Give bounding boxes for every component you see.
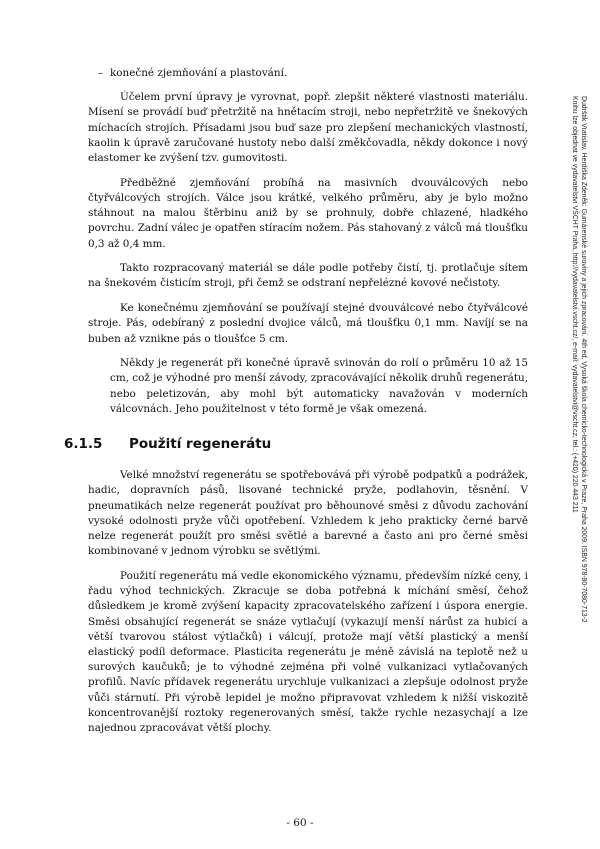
paragraph: Takto rozpracovaný materiál se dále podle potřeby čistí, tj. protlačuje sítem na šnekovém čisticím stroji, při čemž se odstraní nepřelézné kovové nečistoty. <box>88 262 528 290</box>
paragraph-indented-text: Někdy je regenerát při konečné úpravě svinován do rolí o průměru 10 až 15 cm, což je výhodné pro menší závody, zpracovávající několik druhů regenerátu, nebo peletizován, aby mohl být automaticky navažován v moderních válcovnách. Jeho použitelnost v této formě je však omezená. <box>110 357 528 415</box>
page-number: - 60 - <box>286 817 314 829</box>
paragraph: Velké množství regenerátu se spotřebovává při výrobě podpatků a podrážek, hadic, dopravních pásů, lisované technické pryže, podlahovin, těsnění. V pneumatikách nelze regenerát používat pro běhounové směsi z důvodu zachování vysoké odolnosti pryže vůči opotřebení. Vzhledem k jeho prakticky černé barvě nelze regenerát použít pro směsi světlé a barevné a často ani pro černé směsi kombinované v jednom výrobku se světlými. <box>88 469 528 558</box>
section-heading <box>64 437 528 452</box>
page-content <box>64 66 528 746</box>
bullet-text: konečné zjemňování a plastování. <box>110 67 288 79</box>
section-title: Použití regenerátu <box>129 436 272 453</box>
paragraph: Použití regenerátu má vedle ekonomického významu, především nízké ceny, i řadu výhod technických. Zkracuje se doba potřebná k míchání směsí, čehož důsledkem je kromě zvýšení kapacity zpracovatelského zařízení i úspora energie. Směsi obsahující regenerát se snáze vytlačují (vykazují menší nárůst za hubicí a větší tvarovou stálost výtlačků) i válcují, protože mají větší plastický a menší elastický podíl deformace. Plasticita regenerátu je méně závislá na teplotě než u surových kaučuků; je to výhodné zejména při volné vulkanizaci vytlačovaných profilů. Navíc přídavek regenerátu urychluje vulkanizaci a zlepšuje odolnost pryže vůči stárnutí. Při výrobě lepidel je možno připravovat vzhledem k nižší viskozitě koncentrovanější roztoky regenerovaných směsí, takže rychle nezasychají a lze najednou zpracovávat větší plochy. <box>88 569 528 735</box>
section-number: 6.1.5 <box>64 436 103 453</box>
side-citation <box>570 96 588 623</box>
paragraph: Ke konečnému zjemňování se používají stejné dvouválcové nebo čtyřválcové stroje. Pás, odebíraný z poslední dvojice válců, má tloušťku 0,1 mm. Navíjí se na buben až vznikne pás o tloušťce 5 cm. <box>88 302 528 345</box>
list-item <box>88 66 528 81</box>
side-citation-line: Dudrštik Vratislav, Herdiška Zdeněk: Gumárenské suroviny a jejich zpracování. 4th ed. Vysoká škola chemicko-technologická v Praze, Praha 2009. ISBN 978-80-7080-713-2 <box>580 96 587 623</box>
paragraph: Předběžné zjemňování probíhá na masivních dvouválcových nebo čtyřválcových strojích. Válce jsou krátké, velkého průměru, aby je bylo možno stáhnout na malou štěrbinu aniž by se prohnuly, dobře chlazené, hladkého povrchu. Zadní válec je opatřen stíracím nožem. Pás stahovaný z válců má tloušťku 0,3 až 0,4 mm. <box>88 176 528 250</box>
side-citation-line: Knihu lze objednat ve vydavatelství VŠCHT Praha, http://vydavatelstvi.vscht.cz/, e-mail: vydavatelstvi@vscht.cz, tel.: (+420) 220 443 211 <box>571 96 578 513</box>
paragraph: Účelem první úpravy je vyrovnat, popř. zlepšit některé vlastnosti materiálu. Mísení se provádí buď přetržitě na hnětacím stroji, nebo nepřetržitě ve šnekových míchacích strojích. Přísadami jsou buď saze pro zlepšení mechanických vlastností, kaolin k úpravě zaručované hustoty nebo další změkčovadla, někdy dokonce i nový elastomer ke zvýšení tzv. gumovitosti. <box>88 91 528 165</box>
dash-bullet-icon: – <box>98 67 104 79</box>
paragraph-indented <box>110 356 528 417</box>
